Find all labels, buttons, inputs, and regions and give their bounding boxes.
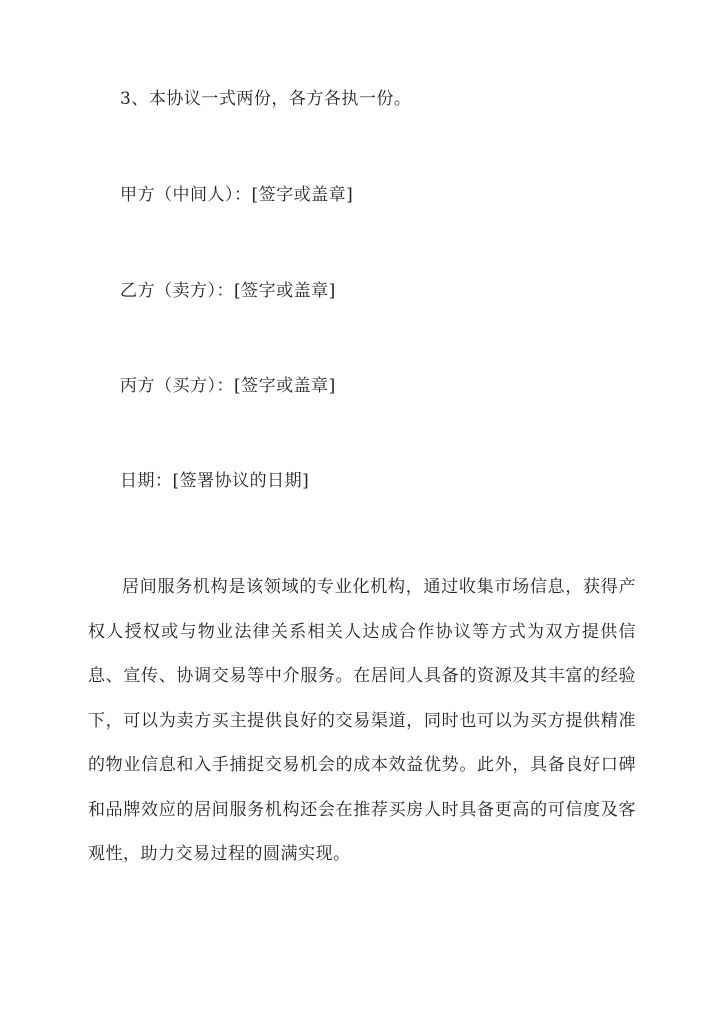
clause-copies: 3、本协议一式两份，各方各执一份。 [120, 89, 412, 109]
signature-party-b: 乙方（卖方）：[签字或盖章] [120, 281, 336, 301]
signature-party-c: 丙方（买方）：[签字或盖章] [120, 376, 336, 396]
signature-party-a: 甲方（中间人）：[签字或盖章] [120, 185, 354, 205]
body-paragraph: 居间服务机构是该领域的专业化机构，通过收集市场信息，获得产权人授权或与物业法律关系相关人达成合作协议等方式为双方提供信息、宣传、协调交易等中介服务。在居间人具备的资源及其丰富的经验下，可以为卖方买主提供良好的交易渠道，同时也可以为买方提供精准的物业信息和入手捕捉交易机会的成本效益优势。此外，具备良好口碑和品牌效应的居间服务机构还会在推荐买房人时具备更高的可信度及客观性，助力交易过程的圆满实现。 [88, 577, 636, 864]
signature-date: 日期：[签署协议的日期] [120, 471, 310, 491]
